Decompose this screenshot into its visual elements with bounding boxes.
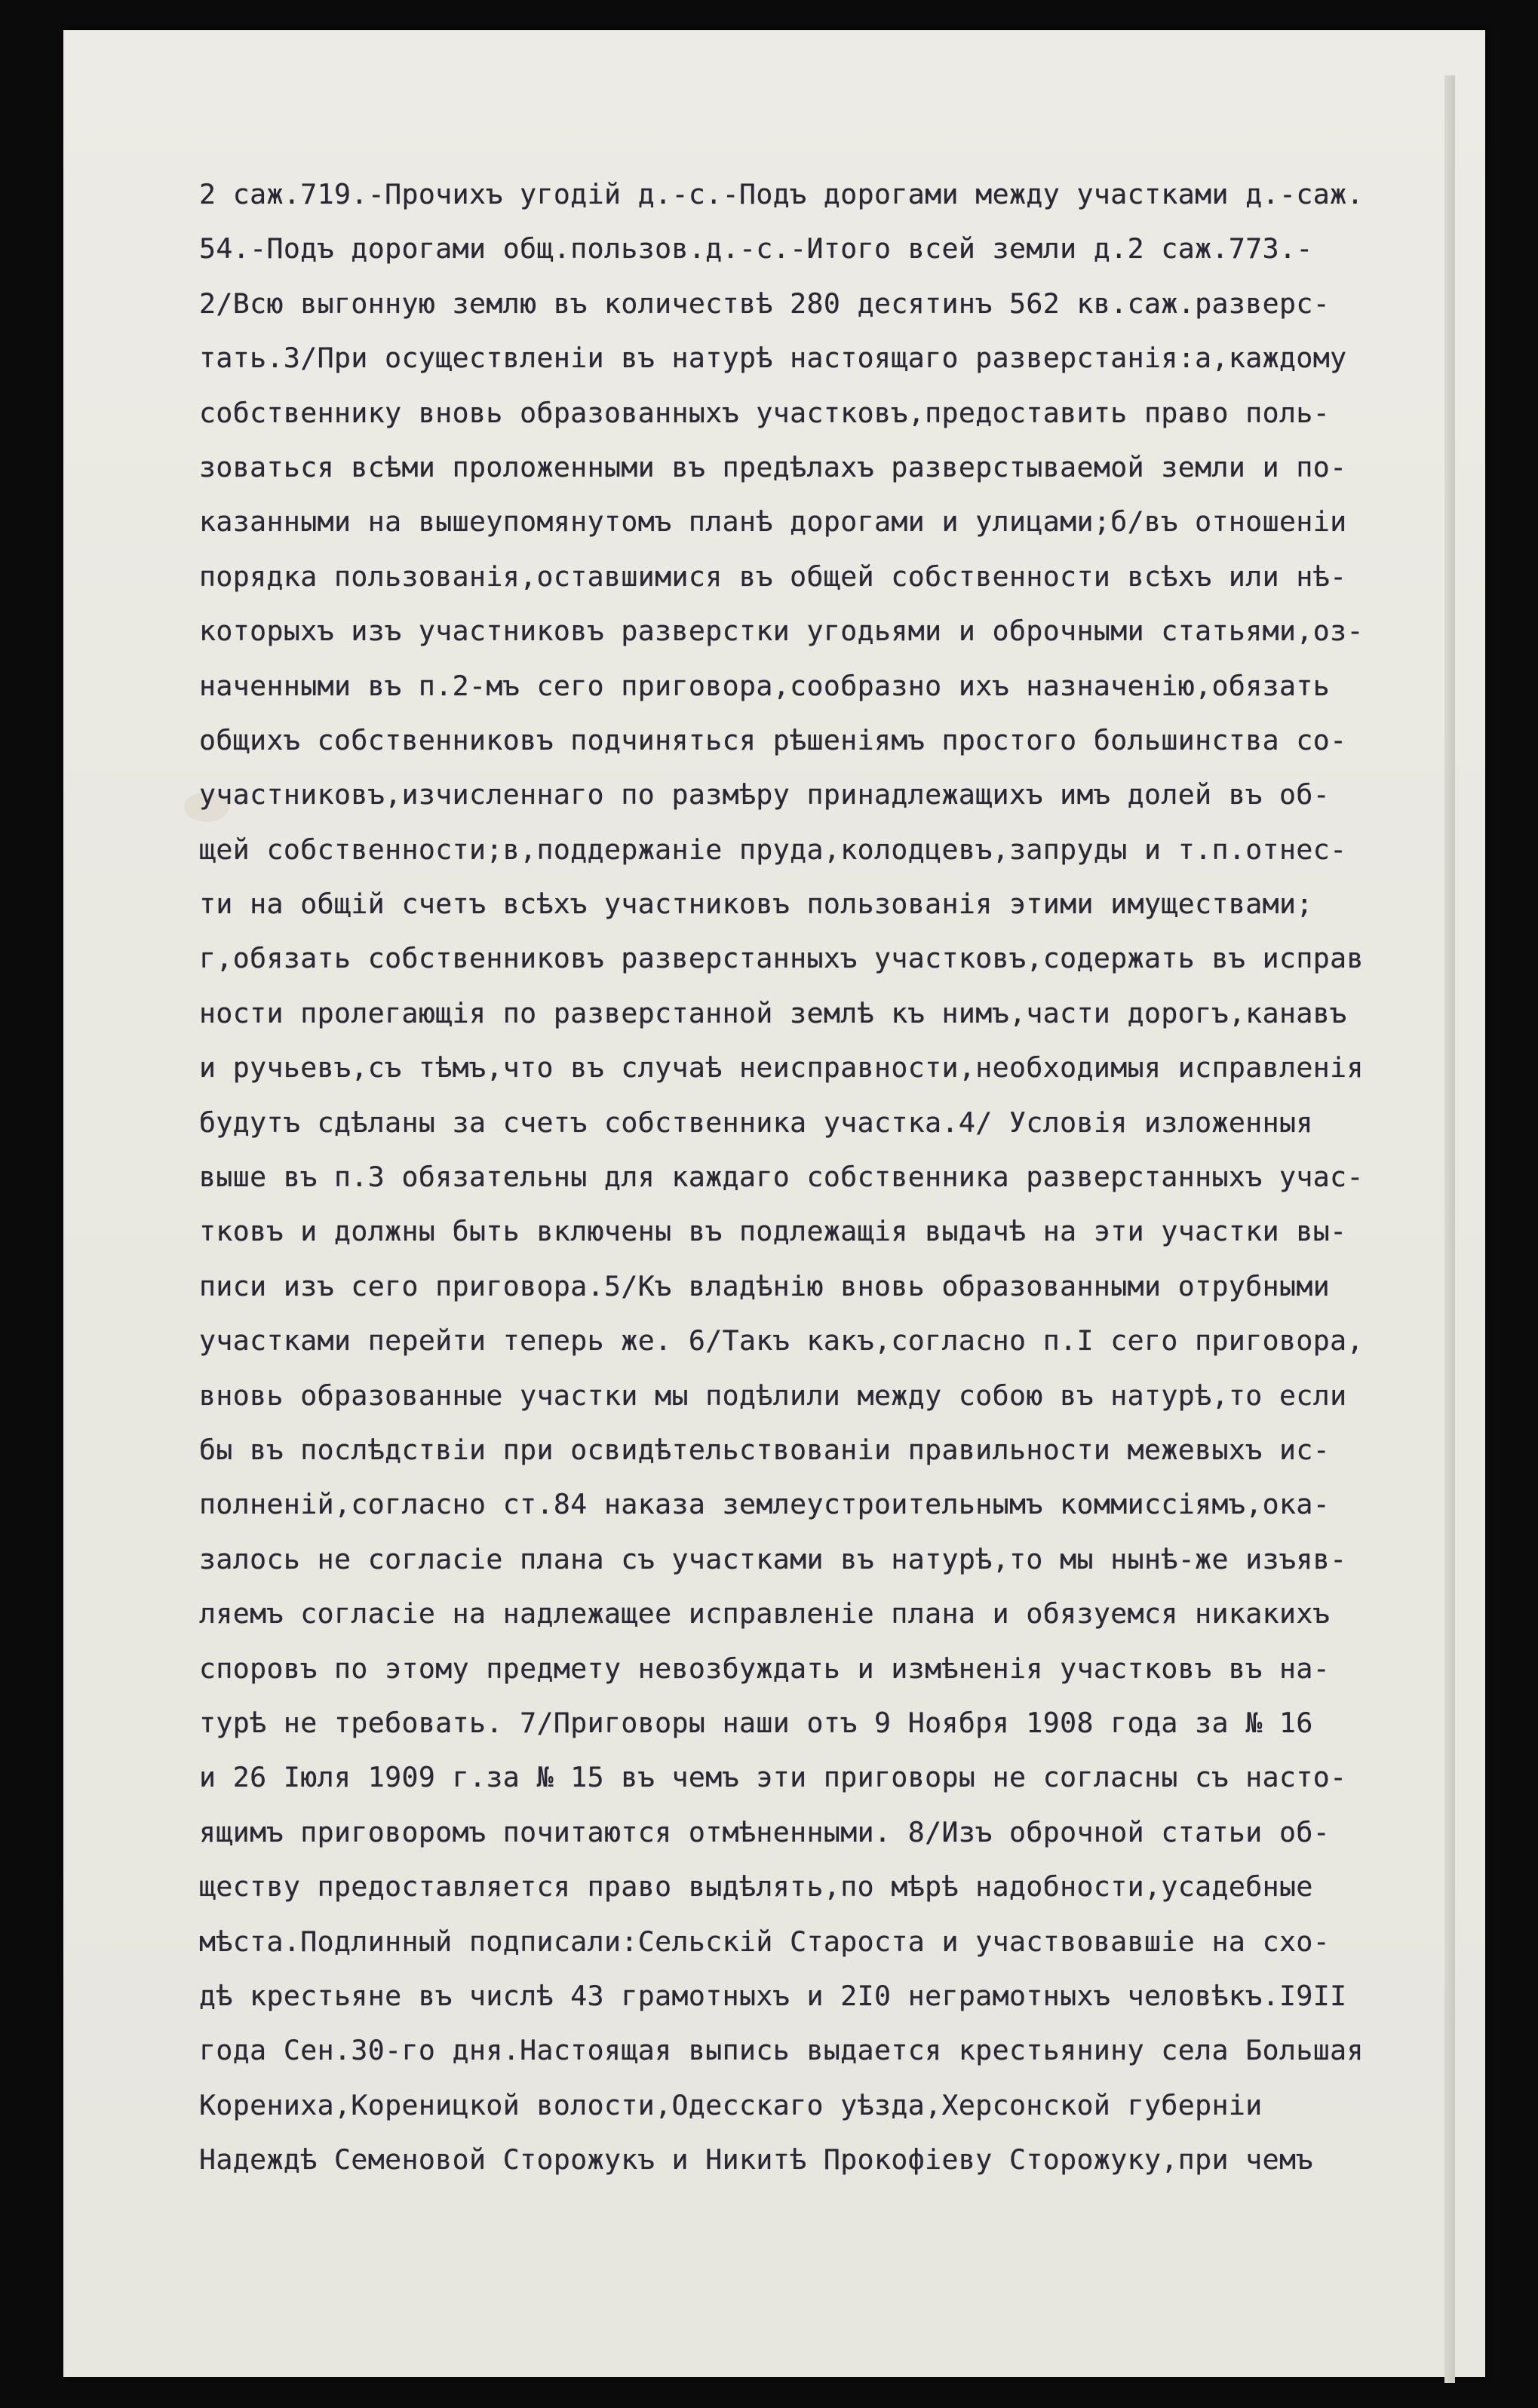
text-line: г,обязать собственниковъ разверстанныхъ участковъ,содержать въ исправ [199,942,1364,975]
text-line: дѣ крестьяне въ числѣ 43 грамотныхъ и 2I0 неграмотныхъ человѣкъ.I9II [199,1979,1347,2012]
text-line: которыхъ изъ участниковъ разверстки угодьями и оброчными статьями,оз- [199,615,1364,648]
text-line: тковъ и должны быть включены въ подлежащія выдачѣ на эти участки вы- [199,1215,1347,1248]
text-line: участками перейти теперь же. 6/Такъ какъ,согласно п.I сего приговора, [199,1324,1364,1357]
text-line: полненій,согласно ст.84 наказа землеустроительнымъ коммиссіямъ,ока- [199,1488,1331,1521]
text-line: наченными въ п.2-мъ сего приговора,сообразно ихъ назначенію,обязать [199,669,1331,702]
text-line: собственнику вновь образованныхъ участковъ,предоставить право поль- [199,396,1331,429]
text-line: щей собственности;в,поддержаніе пруда,колодцевъ,запруды и т.п.отнес- [199,833,1347,866]
text-line: и 26 Іюля 1909 г.за № 15 въ чемъ эти приговоры не согласны съ насто- [199,1761,1347,1794]
text-line: Корениха,Кореницкой волости,Одесскаго уѣзда,Херсонской губерніи [199,2088,1263,2121]
text-line: будутъ сдѣланы за счетъ собственника участка.4/ Условія изложенныя [199,1106,1313,1139]
text-line: выше въ п.3 обязательны для каждаго собственника разверстанныхъ учас- [199,1161,1364,1194]
text-line: споровъ по этому предмету невозбуждать и измѣненія участковъ въ на- [199,1652,1331,1685]
text-line: Надеждѣ Семеновой Сторожукъ и Никитѣ Прокофіеву Сторожуку,при чемъ [199,2143,1313,2176]
text-line: 2/Всю выгонную землю въ количествѣ 280 десятинъ 562 кв.саж.разверс- [199,287,1331,320]
text-line: общихъ собственниковъ подчиняться рѣшеніямъ простого большинства со- [199,723,1347,756]
typed-text-body [199,167,1481,2187]
text-line: ящимъ приговоромъ почитаются отмѣненными. 8/Изъ оброчной статьи об- [199,1815,1331,1848]
text-line: казанными на вышеупомянутомъ планѣ дорогами и улицами;б/въ отношеніи [199,505,1347,538]
text-line: и ручьевъ,съ тѣмъ,что въ случаѣ неисправности,необходимыя исправленія [199,1051,1364,1084]
text-line: ществу предоставляется право выдѣлять,по мѣрѣ надобности,усадебные [199,1870,1313,1903]
text-line: бы въ послѣдствіи при освидѣтельствованіи правильности межевыхъ ис- [199,1433,1331,1466]
text-line: тать.3/При осуществленіи въ натурѣ настоящаго разверстанія:а,каждому [199,342,1347,375]
text-line: писи изъ сего приговора.5/Къ владѣнію вновь образованными отрубными [199,1269,1331,1302]
text-line: 2 саж.719.-Прочихъ угодій д.-с.-Подъ дорогами между участками д.-саж. [199,178,1364,210]
text-line: зоваться всѣми проложенными въ предѣлахъ разверстываемой земли и по- [199,450,1347,483]
text-line: вновь образованные участки мы подѣлили между собою въ натурѣ,то если [199,1379,1347,1412]
text-line: порядка пользованія,оставшимися въ общей собственности всѣхъ или нѣ- [199,560,1347,593]
text-line: залось не согласіе плана съ участками въ натурѣ,то мы нынѣ-же изъяв- [199,1542,1347,1575]
text-line: ти на общій счетъ всѣхъ участниковъ пользованія этими имуществами; [199,888,1313,921]
text-line: 54.-Подъ дорогами общ.пользов.д.-с.-Итого всей земли д.2 саж.773.- [199,232,1313,265]
text-line: турѣ не требовать. 7/Приговоры наши отъ 9 Ноября 1908 года за № 16 [199,1706,1313,1739]
text-line: года Сен.30-го дня.Настоящая выпись выдается крестьянину села Большая [199,2034,1364,2067]
text-line: ляемъ согласіе на надлежащее исправленіе плана и обязуемся никакихъ [199,1597,1331,1630]
text-line: участниковъ,изчисленнаго по размѣру принадлежащихъ имъ долей въ об- [199,778,1331,811]
text-line: ности пролегающія по разверстанной землѣ къ нимъ,части дорогъ,канавъ [199,996,1347,1029]
text-line: мѣста.Подлинный подписали:Сельскій Староста и участвовавшіе на схо- [199,1925,1331,1958]
